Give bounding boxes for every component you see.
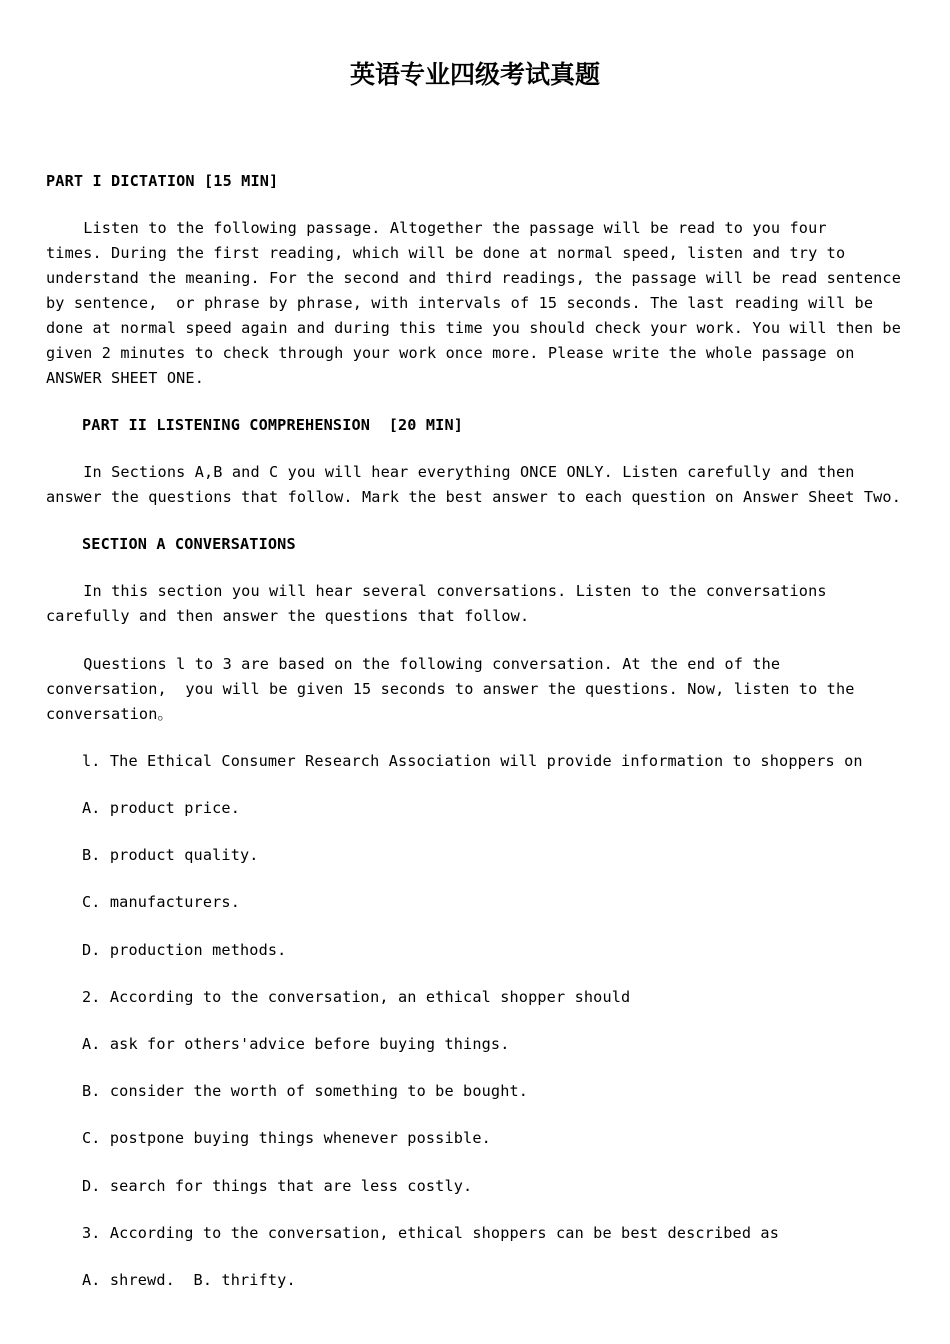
sectionA-heading: SECTION A CONVERSATIONS xyxy=(82,535,296,553)
document-title: 英语专业四级考试真题 xyxy=(349,60,600,89)
questions-intro: Questions l to 3 are based on the following conversation. At the end of the conversation, you will be given 15 seconds to answer the questions. Now, listen to the conversation。 xyxy=(46,655,855,723)
answer-option: A. product price. xyxy=(82,799,240,817)
part2-heading: PART II LISTENING COMPREHENSION [20 MIN] xyxy=(82,416,464,434)
question-stem: l. The Ethical Consumer Research Association will provide information to shoppers on xyxy=(82,752,863,770)
answer-option: C. manufacturers. xyxy=(82,893,240,911)
question-stem: 2. According to the conversation, an ethical shopper should xyxy=(82,988,631,1006)
question-stem: 3. According to the conversation, ethical shoppers can be best described as xyxy=(82,1224,780,1242)
answer-option: A. ask for others'advice before buying things. xyxy=(82,1035,510,1053)
part2-instructions: In Sections A,B and C you will hear everything ONCE ONLY. Listen carefully and then answer the questions that follow. Mark the best answer to each question on Answer Sheet Two. xyxy=(46,463,902,506)
answer-option: C. postpone buying things whenever possible. xyxy=(82,1129,491,1147)
answer-option: B. consider the worth of something to be bought. xyxy=(82,1082,529,1100)
sectionA-instructions: In this section you will hear several conversations. Listen to the conversations carefully and then answer the questions that follow. xyxy=(46,582,827,625)
part1-heading: PART I DICTATION [15 MIN] xyxy=(46,172,279,190)
answer-option: D. search for things that are less costly. xyxy=(82,1177,473,1195)
answer-option: A. shrewd. B. thrifty. xyxy=(82,1271,296,1289)
answer-option: B. product quality. xyxy=(82,846,259,864)
answer-option: D. production methods. xyxy=(82,941,287,959)
part1-instructions: Listen to the following passage. Altogether the passage will be read to you four times. During the first reading, which will be done at normal speed, listen and try to understand the meaning. For the second and third readings, the passage will be read sentence by sentence, or phrase by phrase, with intervals of 15 seconds. The last reading will be done at normal speed again and during this time you should check your work. You will then be given 2 minutes to check through your work once more. Please write the whole passage on ANSWER SHEET ONE. xyxy=(46,219,902,387)
